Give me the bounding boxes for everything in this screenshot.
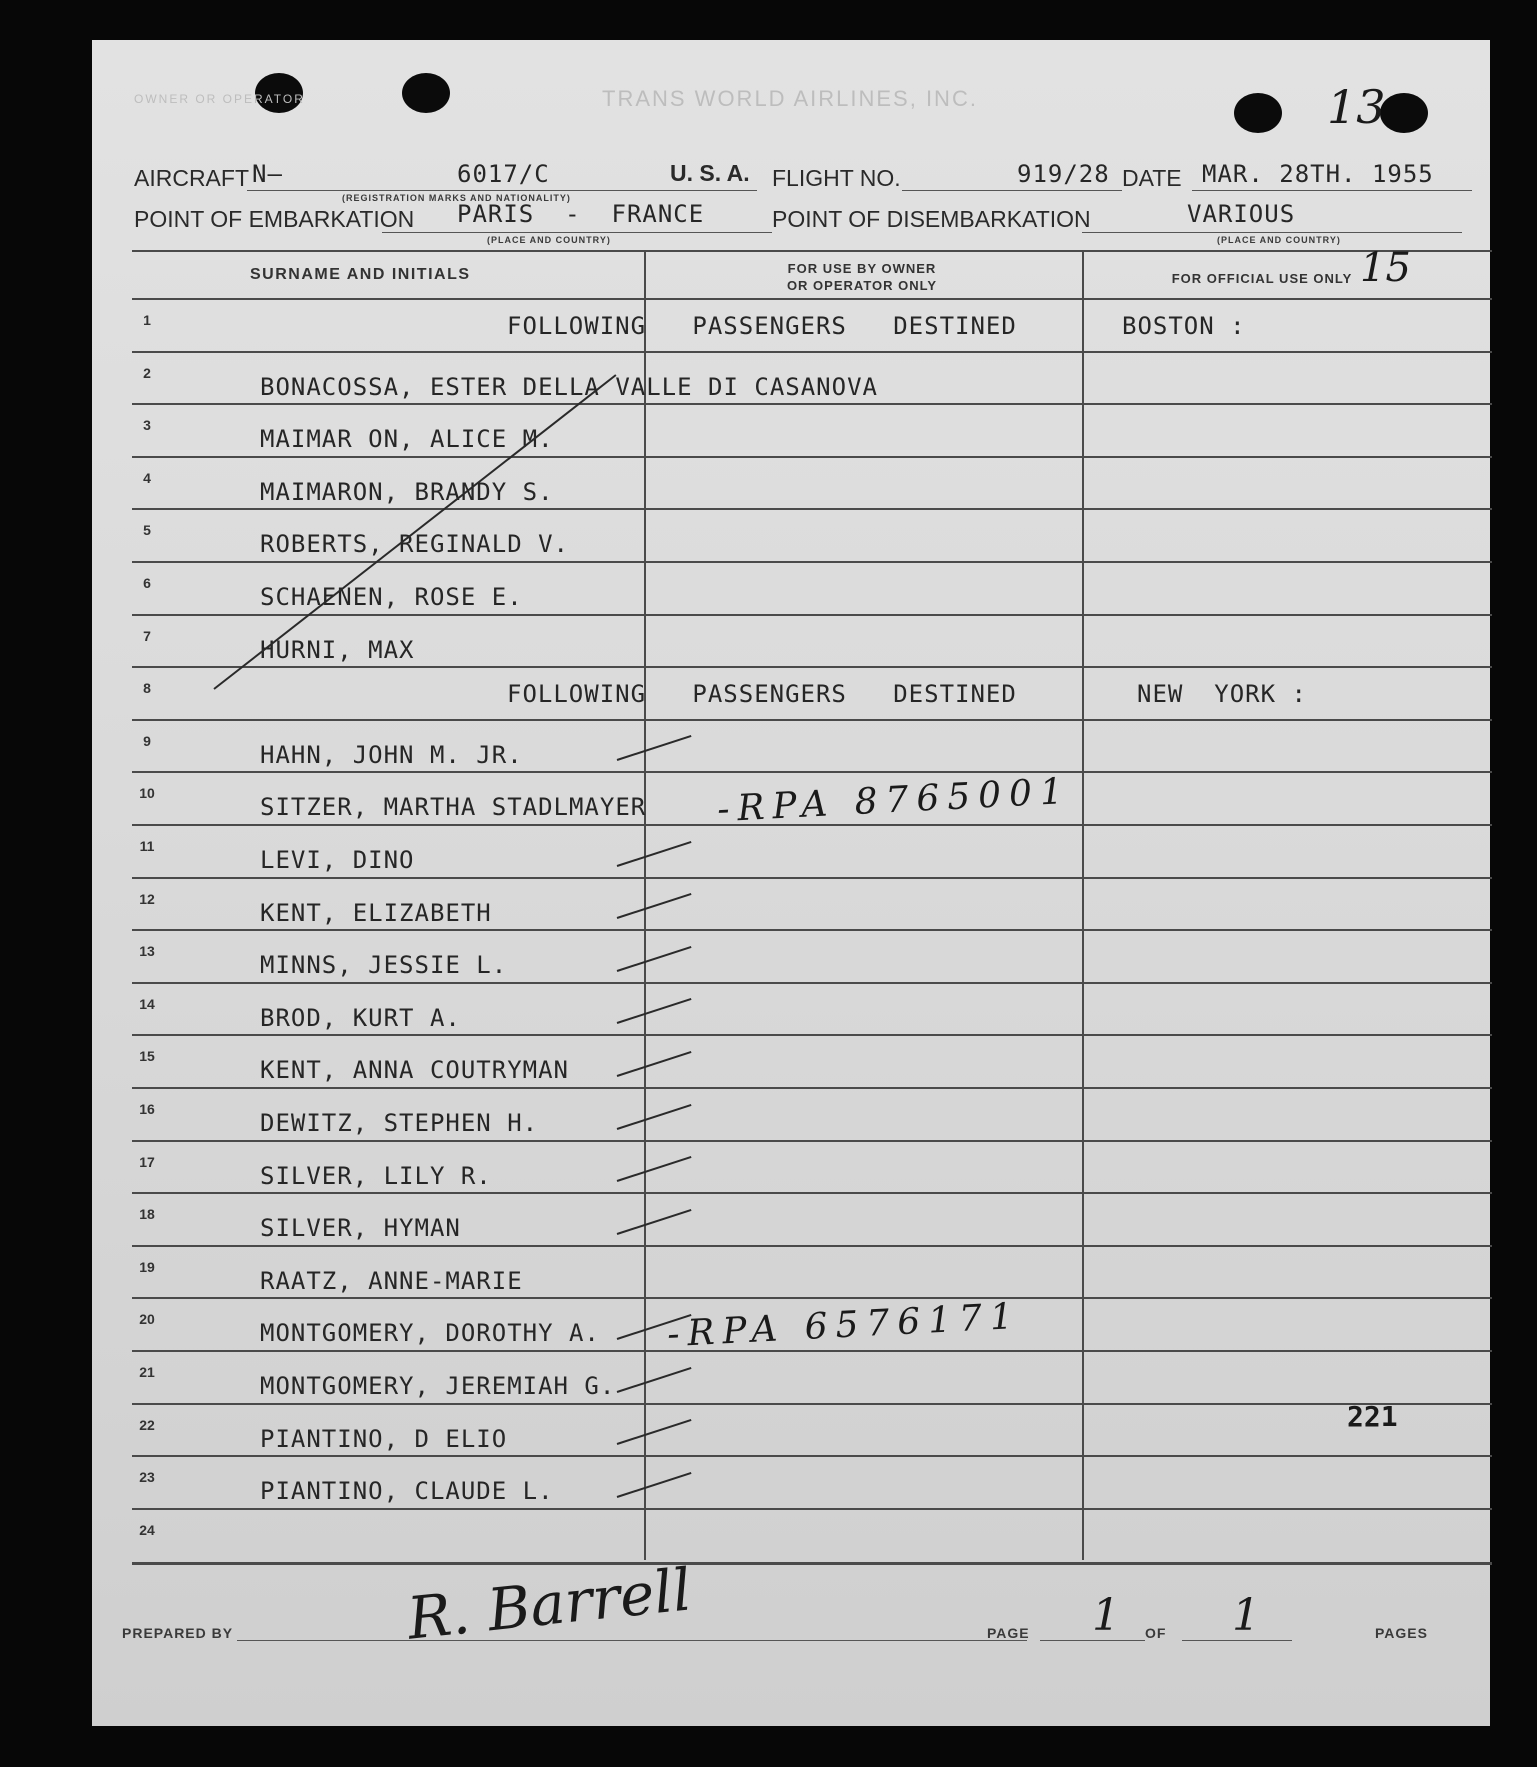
- passenger-name: MONTGOMERY, JEREMIAH G.: [260, 1372, 616, 1400]
- row-divider: [132, 771, 1492, 773]
- row-number: 2: [143, 364, 151, 381]
- punch-hole: [1234, 93, 1282, 133]
- row-divider: [132, 561, 1492, 563]
- row-number: 13: [139, 943, 155, 960]
- row-divider: [132, 508, 1492, 510]
- row-divider: [132, 1297, 1492, 1299]
- surname-column-header: SURNAME AND INITIALS: [250, 266, 471, 283]
- section-heading: FOLLOWING PASSENGERS DESTINED: [507, 312, 1017, 340]
- table-row: [92, 1245, 1490, 1298]
- embarkation-caption: (PLACE AND COUNTRY): [487, 235, 611, 245]
- row-number: 8: [143, 680, 151, 697]
- pages-label: PAGES: [1375, 1625, 1428, 1641]
- row-divider: [132, 666, 1492, 668]
- passenger-name: DEWITZ, STEPHEN H.: [260, 1109, 539, 1137]
- airline-name: TRANS WORLD AIRLINES, INC.: [602, 86, 978, 111]
- table-row: [92, 929, 1490, 982]
- row-divider: [132, 614, 1492, 616]
- table-row: [92, 403, 1490, 456]
- passenger-name: SILVER, LILY R.: [260, 1161, 492, 1190]
- stamp-number: 221: [1347, 1400, 1398, 1433]
- row-number: 7: [143, 627, 151, 644]
- row-divider: [132, 929, 1492, 931]
- row-number: 24: [139, 1521, 155, 1538]
- table-row: [92, 982, 1490, 1035]
- passenger-name: HURNI, MAX: [260, 635, 415, 664]
- row-divider: [132, 1140, 1492, 1142]
- row-number: 17: [139, 1153, 155, 1170]
- of-label: OF: [1145, 1625, 1167, 1641]
- disembarkation-place: VARIOUS: [1187, 200, 1296, 228]
- row-divider: [132, 403, 1492, 405]
- official-column-mark: 15: [1360, 245, 1411, 291]
- embarkation-place: PARIS - FRANCE: [457, 200, 705, 228]
- page-number: 1: [1092, 1590, 1120, 1641]
- row-number: 16: [139, 1101, 155, 1117]
- row-number: 20: [139, 1311, 155, 1328]
- passenger-name: BONACOSSA, ESTER DELLA VALLE DI CASANOVA: [260, 372, 878, 401]
- section-destination: BOSTON :: [1122, 312, 1246, 340]
- table-row: [92, 877, 1490, 930]
- table-row: [92, 508, 1490, 561]
- table-row: [92, 1403, 1490, 1456]
- passenger-name: SITZER, MARTHA STADLMAYER: [260, 793, 647, 822]
- passenger-name: MONTGOMERY, DOROTHY A.: [260, 1319, 600, 1348]
- table-row: [92, 1455, 1490, 1508]
- passenger-name: BROD, KURT A.: [260, 1003, 461, 1032]
- annotation-row-19: -RPA 6576171: [666, 1295, 1022, 1356]
- table-row: [92, 666, 1490, 719]
- row-number: 9: [143, 732, 151, 749]
- aircraft-label: AIRCRAFT: [134, 165, 249, 191]
- faint-owner-label: OWNER OR OPERATOR: [134, 92, 305, 106]
- row-divider: [132, 1245, 1492, 1247]
- page-label: PAGE: [987, 1625, 1030, 1641]
- passenger-name: PIANTINO, D ELIO: [260, 1424, 508, 1453]
- passenger-name: KENT, ELIZABETH: [260, 898, 492, 927]
- row-divider: [132, 1087, 1492, 1089]
- table-row: [92, 561, 1490, 614]
- row-divider: [132, 456, 1492, 458]
- row-divider: [132, 1455, 1492, 1457]
- row-number: 3: [143, 417, 151, 434]
- section-destination: NEW YORK :: [1137, 680, 1307, 709]
- row-number: 1: [143, 312, 151, 328]
- passenger-name: SILVER, HYMAN: [260, 1214, 461, 1243]
- passenger-name: MINNS, JESSIE L.: [260, 951, 508, 980]
- nationality: U. S. A.: [670, 160, 750, 186]
- embarkation-label: POINT OF EMBARKATION: [134, 206, 415, 232]
- passenger-name: MAIMAR ON, ALICE M.: [260, 425, 554, 454]
- table-row: [92, 1034, 1490, 1087]
- row-divider: [132, 1403, 1492, 1405]
- table-row: [92, 1192, 1490, 1245]
- row-number: 14: [139, 995, 155, 1012]
- owner-column-header-line2: OR OPERATOR ONLY: [786, 278, 938, 293]
- row-number: 21: [139, 1364, 155, 1380]
- punch-hole: [402, 73, 450, 113]
- flight-label: FLIGHT NO.: [772, 165, 901, 191]
- table-row: [92, 824, 1490, 877]
- passenger-name: RAATZ, ANNE-MARIE: [260, 1266, 523, 1295]
- row-number: 11: [139, 838, 155, 854]
- flight-date: MAR. 28TH. 1955: [1202, 160, 1434, 188]
- passenger-name: PIANTINO, CLAUDE L.: [260, 1477, 554, 1506]
- passenger-name: HAHN, JOHN M. JR.: [260, 740, 523, 769]
- official-column-header: FOR OFFICIAL USE ONLY: [1171, 271, 1353, 286]
- row-number: 15: [139, 1048, 155, 1065]
- annotation-row-10: -RPA 8765001: [716, 770, 1072, 831]
- total-pages: 1: [1232, 1590, 1260, 1641]
- row-number: 4: [143, 469, 151, 486]
- aircraft-registration: 6017/C: [457, 160, 550, 188]
- row-divider: [132, 877, 1492, 879]
- punch-hole: [1380, 93, 1428, 133]
- table-row: [92, 1087, 1490, 1140]
- corner-mark: 13: [1327, 80, 1386, 134]
- table-row: [92, 298, 1490, 351]
- row-number: 6: [143, 575, 151, 591]
- row-divider: [132, 982, 1492, 984]
- owner-column-header-line1: FOR USE BY OWNER: [787, 261, 937, 276]
- manifest-sheet: [92, 40, 1490, 1726]
- passenger-name: ROBERTS, REGINALD V.: [260, 530, 569, 559]
- prepared-by-label: PREPARED BY: [122, 1625, 234, 1641]
- row-divider: [132, 719, 1492, 721]
- table-row: [92, 1140, 1490, 1193]
- row-number: 10: [139, 785, 155, 802]
- row-divider: [132, 1034, 1492, 1036]
- passenger-name: LEVI, DINO: [260, 846, 415, 874]
- table-row: [92, 1350, 1490, 1403]
- passenger-name: MAIMARON, BRANDY S.: [260, 477, 554, 506]
- registration-caption: (REGISTRATION MARKS AND NATIONALITY): [342, 193, 571, 203]
- disembarkation-label: POINT OF DISEMBARKATION: [772, 206, 1091, 232]
- row-number: 23: [139, 1469, 155, 1486]
- row-divider: [132, 1508, 1492, 1510]
- table-row: [92, 1508, 1490, 1561]
- row-number: 19: [139, 1258, 155, 1275]
- aircraft-prefix: N—: [252, 160, 283, 188]
- flight-number: 919/28: [1017, 160, 1110, 188]
- passenger-name: SCHAENEN, ROSE E.: [260, 583, 523, 611]
- disembarkation-caption: (PLACE AND COUNTRY): [1217, 235, 1341, 245]
- row-number: 12: [139, 890, 155, 907]
- passenger-name: KENT, ANNA COUTRYMAN: [260, 1056, 569, 1085]
- row-divider: [132, 351, 1492, 353]
- row-number: 22: [139, 1416, 155, 1433]
- section-heading: FOLLOWING PASSENGERS DESTINED: [507, 680, 1017, 709]
- row-number: 5: [143, 522, 151, 539]
- date-label: DATE: [1122, 165, 1182, 191]
- owner-column-header: [692, 260, 1032, 294]
- table-row: [92, 719, 1490, 772]
- row-divider: [132, 1350, 1492, 1352]
- signature: R. Barrell: [404, 1555, 695, 1653]
- table-row: [92, 456, 1490, 509]
- row-number: 18: [139, 1206, 155, 1223]
- table-row: [92, 351, 1490, 404]
- row-divider: [132, 1192, 1492, 1194]
